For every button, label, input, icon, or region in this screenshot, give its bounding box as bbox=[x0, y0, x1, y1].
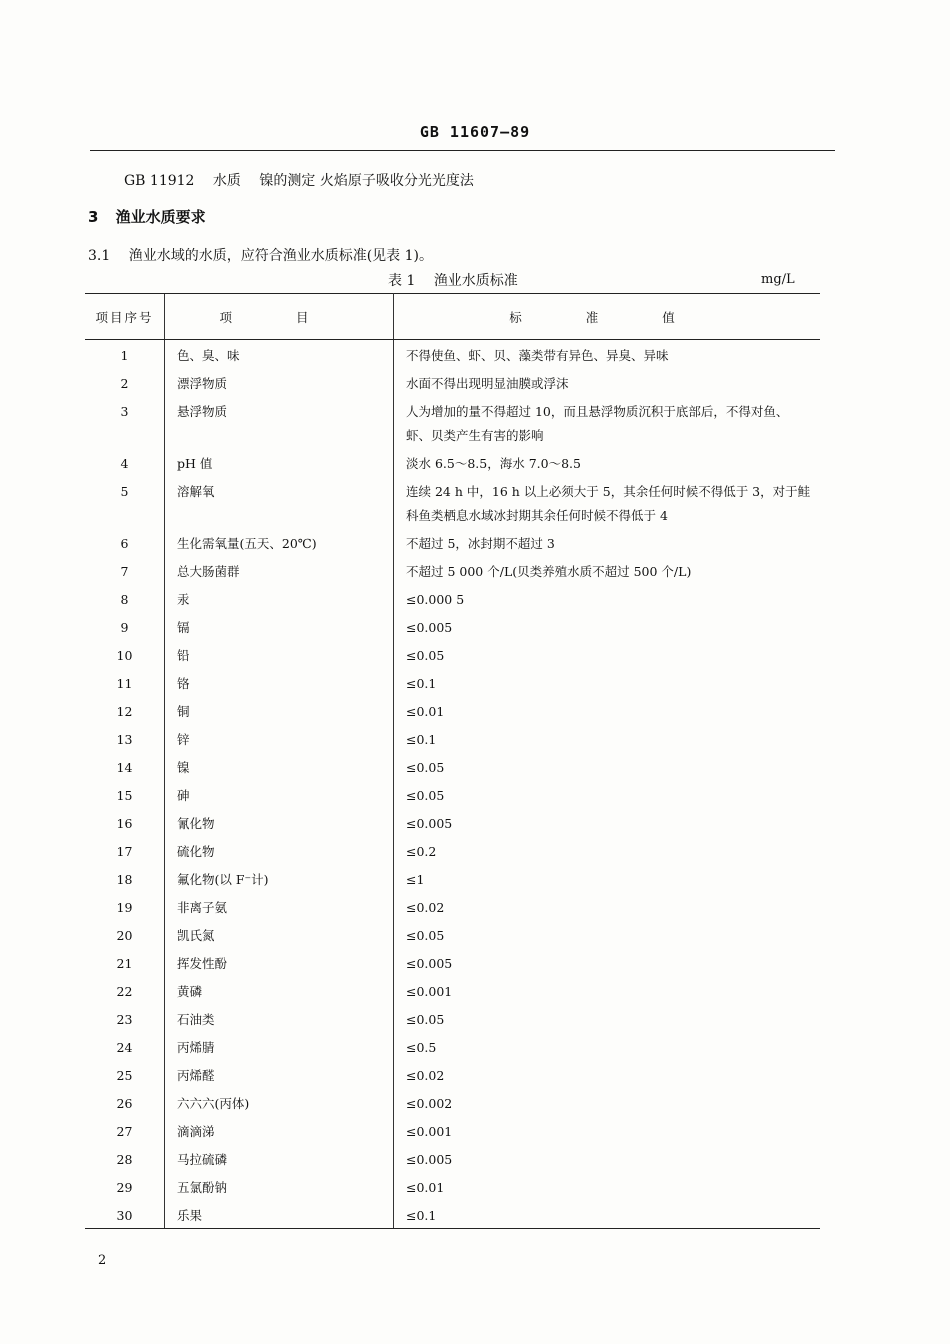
row-item: 漂浮物质 bbox=[165, 368, 394, 396]
row-value: ≤0.000 5 bbox=[406, 592, 465, 607]
table-row bbox=[85, 396, 820, 448]
row-item: 乐果 bbox=[165, 1200, 394, 1229]
row-number: 23 bbox=[116, 1012, 133, 1027]
row-value: ≤0.05 bbox=[406, 1012, 445, 1027]
row-value: ≤0.1 bbox=[406, 732, 437, 747]
row-item: 黄磷 bbox=[165, 976, 394, 1004]
table-row bbox=[85, 340, 820, 369]
water-quality-table bbox=[85, 293, 820, 1229]
table-row bbox=[85, 1088, 820, 1116]
row-number: 2 bbox=[120, 376, 129, 391]
row-value: ≤0.01 bbox=[406, 1180, 445, 1195]
table-row bbox=[85, 948, 820, 976]
page-number: 2 bbox=[98, 1253, 107, 1268]
table-body bbox=[85, 340, 820, 1229]
row-item: 总大肠菌群 bbox=[165, 556, 394, 584]
row-number: 13 bbox=[116, 732, 133, 747]
row-item: 铅 bbox=[165, 640, 394, 668]
table-row bbox=[85, 724, 820, 752]
row-number: 19 bbox=[116, 900, 133, 915]
table-unit: mg/L bbox=[761, 272, 795, 287]
row-value: ≤0.05 bbox=[406, 788, 445, 803]
table-row bbox=[85, 368, 820, 396]
row-item: 丙烯醛 bbox=[165, 1060, 394, 1088]
table-caption-title: 渔业水质标准 bbox=[433, 273, 518, 289]
row-item: 非离子氨 bbox=[165, 892, 394, 920]
table-row bbox=[85, 752, 820, 780]
row-value: 不超过 5，冰封期不超过 3 bbox=[406, 536, 555, 551]
row-item: 五氯酚钠 bbox=[165, 1172, 394, 1200]
row-item: 六六六(丙体) bbox=[165, 1088, 394, 1116]
row-value: ≤0.05 bbox=[406, 928, 445, 943]
section-title: 渔业水质要求 bbox=[115, 208, 206, 226]
table-row bbox=[85, 668, 820, 696]
table-row bbox=[85, 892, 820, 920]
row-number: 11 bbox=[116, 676, 133, 691]
row-value: ≤0.005 bbox=[406, 956, 453, 971]
table-row bbox=[85, 696, 820, 724]
row-number: 24 bbox=[116, 1040, 133, 1055]
row-item: pH 值 bbox=[165, 448, 394, 476]
row-value: ≤0.05 bbox=[406, 648, 445, 663]
row-item: 丙烯腈 bbox=[165, 1032, 394, 1060]
row-number: 3 bbox=[120, 404, 129, 419]
row-value: ≤0.1 bbox=[406, 676, 437, 691]
table-row bbox=[85, 556, 820, 584]
row-item: 砷 bbox=[165, 780, 394, 808]
row-value: ≤0.2 bbox=[406, 844, 437, 859]
table-row bbox=[85, 476, 820, 528]
row-item: 氰化物 bbox=[165, 808, 394, 836]
row-item: 悬浮物质 bbox=[165, 396, 394, 448]
table-row bbox=[85, 836, 820, 864]
row-value: ≤0.005 bbox=[406, 620, 453, 635]
row-value: 连续 24 h 中，16 h 以上必须大于 5，其余任何时候不得低于 3，对于鲑科鱼类栖息水域冰封期其余任何时候不得低于 4 bbox=[406, 484, 811, 523]
column-header-number: 项目序号 bbox=[85, 294, 165, 340]
row-value: ≤0.002 bbox=[406, 1096, 453, 1111]
row-number: 6 bbox=[120, 536, 129, 551]
row-item: 凯氏氮 bbox=[165, 920, 394, 948]
row-item: 滴滴涕 bbox=[165, 1116, 394, 1144]
row-number: 27 bbox=[116, 1124, 133, 1139]
row-value: 人为增加的量不得超过 10，而且悬浮物质沉积于底部后，不得对鱼、虾、贝类产生有害的影响 bbox=[406, 404, 789, 443]
row-item: 马拉硫磷 bbox=[165, 1144, 394, 1172]
table-header-row bbox=[85, 294, 820, 340]
table-caption-label: 表 1 bbox=[388, 273, 416, 289]
row-value: ≤0.01 bbox=[406, 704, 445, 719]
row-value: ≤0.02 bbox=[406, 1068, 445, 1083]
row-number: 1 bbox=[120, 348, 129, 363]
row-number: 14 bbox=[116, 760, 133, 775]
row-value: ≤0.001 bbox=[406, 1124, 453, 1139]
row-number: 26 bbox=[116, 1096, 133, 1111]
row-number: 28 bbox=[116, 1152, 133, 1167]
clause-text: 渔业水域的水质，应符合渔业水质标准(见表 1)。 bbox=[128, 248, 433, 264]
row-item: 硫化物 bbox=[165, 836, 394, 864]
table-row bbox=[85, 976, 820, 1004]
table-row bbox=[85, 528, 820, 556]
row-number: 16 bbox=[116, 816, 133, 831]
row-value: ≤0.02 bbox=[406, 900, 445, 915]
row-item: 镍 bbox=[165, 752, 394, 780]
row-number: 15 bbox=[116, 788, 133, 803]
section-number: 3 bbox=[88, 208, 99, 226]
reference-code: GB 11912 bbox=[124, 173, 195, 189]
reference-subject: 水质 bbox=[212, 173, 241, 189]
row-value: ≤0.005 bbox=[406, 816, 453, 831]
table-row bbox=[85, 1116, 820, 1144]
row-item: 氟化物(以 F⁻计) bbox=[165, 864, 394, 892]
row-number: 7 bbox=[120, 564, 129, 579]
header-divider bbox=[90, 150, 835, 151]
row-value: 淡水 6.5～8.5，海水 7.0～8.5 bbox=[406, 456, 581, 471]
clause-3-1 bbox=[88, 245, 433, 265]
table-row bbox=[85, 1060, 820, 1088]
row-number: 20 bbox=[116, 928, 133, 943]
row-number: 12 bbox=[116, 704, 133, 719]
column-header-item: 项 目 bbox=[165, 294, 394, 340]
row-number: 30 bbox=[85, 1200, 165, 1229]
row-number: 29 bbox=[116, 1180, 133, 1195]
table-row bbox=[85, 864, 820, 892]
row-item: 挥发性酚 bbox=[165, 948, 394, 976]
row-item: 石油类 bbox=[165, 1004, 394, 1032]
row-value: ≤0.05 bbox=[406, 760, 445, 775]
reference-title: 镍的测定 火焰原子吸收分光光度法 bbox=[259, 173, 474, 189]
table-row bbox=[85, 448, 820, 476]
row-number: 9 bbox=[120, 620, 129, 635]
row-number: 25 bbox=[116, 1068, 133, 1083]
row-value: 不得使鱼、虾、贝、藻类带有异色、异臭、异味 bbox=[406, 348, 669, 363]
row-value: ≤0.5 bbox=[406, 1040, 437, 1055]
table-row bbox=[85, 808, 820, 836]
section-heading bbox=[88, 206, 206, 227]
row-item: 锌 bbox=[165, 724, 394, 752]
row-item: 镉 bbox=[165, 612, 394, 640]
row-number: 4 bbox=[120, 456, 129, 471]
table-row bbox=[85, 1004, 820, 1032]
row-number: 8 bbox=[120, 592, 129, 607]
row-value: 水面不得出现明显油膜或浮沫 bbox=[406, 376, 569, 391]
row-number: 17 bbox=[116, 844, 133, 859]
row-value: ≤0.005 bbox=[406, 1152, 453, 1167]
table-row bbox=[85, 584, 820, 612]
reference-line bbox=[124, 170, 488, 190]
table-caption bbox=[388, 270, 518, 290]
row-item: 铜 bbox=[165, 696, 394, 724]
row-number: 21 bbox=[116, 956, 133, 971]
row-value: ≤1 bbox=[406, 872, 425, 887]
row-number: 22 bbox=[116, 984, 133, 999]
table-row bbox=[85, 1144, 820, 1172]
table-row bbox=[85, 1200, 820, 1229]
row-item: 生化需氧量(五天、20℃) bbox=[165, 528, 394, 556]
row-value: 不超过 5 000 个/L(贝类养殖水质不超过 500 个/L) bbox=[406, 564, 692, 579]
table-row bbox=[85, 920, 820, 948]
row-item: 汞 bbox=[165, 584, 394, 612]
table-row bbox=[85, 1172, 820, 1200]
row-item: 色、臭、味 bbox=[165, 340, 394, 369]
clause-number: 3.1 bbox=[88, 248, 111, 264]
table-row bbox=[85, 780, 820, 808]
row-number: 10 bbox=[116, 648, 133, 663]
table-row bbox=[85, 612, 820, 640]
row-number: 5 bbox=[120, 484, 129, 499]
row-item: 溶解氧 bbox=[165, 476, 394, 528]
row-value: ≤0.001 bbox=[406, 984, 453, 999]
column-header-value: 标 准 值 bbox=[394, 294, 821, 340]
row-item: 铬 bbox=[165, 668, 394, 696]
table-row bbox=[85, 640, 820, 668]
row-value: ≤0.1 bbox=[394, 1200, 821, 1229]
table-row bbox=[85, 1032, 820, 1060]
standard-code: GB 11607—89 bbox=[419, 123, 531, 141]
row-number: 18 bbox=[116, 872, 133, 887]
